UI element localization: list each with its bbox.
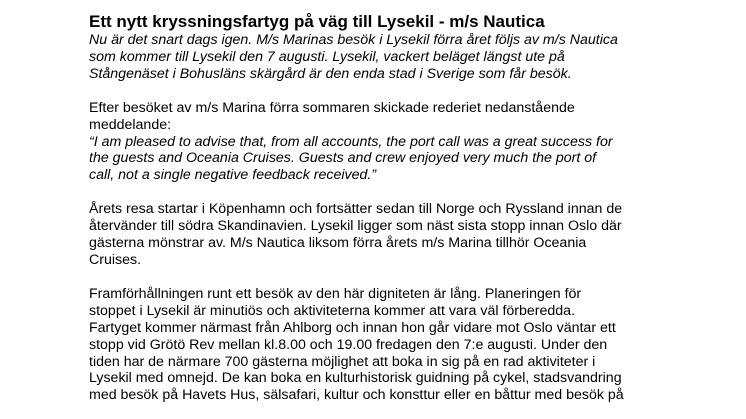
intro-paragraph (89, 100, 739, 134)
planning-line: Lysekil med omnejd. De kan boka en kulturhistorisk guidning på cykel, stadsvandring (89, 370, 622, 387)
lead-paragraph (89, 32, 739, 83)
route-line: Cruises. (89, 251, 142, 268)
lead-line: Nu är det snart dags igen. M/s Marinas besök i Lysekil förra året följs av m/s Nautica (89, 32, 618, 48)
quote-line: “I am pleased to advise that, from all accounts, the port call was a great success for (89, 133, 613, 150)
planning-line: Fartyget kommer närmast från Ahlborg och innan hon går vidare mot Oslo väntar ett (89, 319, 616, 336)
route-line: återvänder till södra Skandinavien. Lysekil ligger som näst sista stopp innan Oslo där (89, 218, 622, 235)
planning-line: stoppet i Lysekil är minutiös och aktiviteterna kommer att vara väl förberedda. (89, 302, 576, 319)
lead-line: Stångenäset i Bohusläns skärgård är den enda stad i Sverige som får besök. (89, 65, 572, 82)
route-paragraph (89, 201, 739, 269)
quote-line: the guests and Oceania Cruises. Guests and crew enjoyed very much the port of (89, 150, 597, 167)
document-title: Ett nytt kryssningsfartyg på väg till Lysekil - m/s Nautica (89, 12, 545, 31)
planning-line: stopp vid Grötö Rev mellan kl.8.00 och 19.00 fredagen den 7:e augusti. Under den (89, 336, 608, 353)
quote-paragraph (89, 134, 739, 185)
quote-line: call, not a single negative feedback received.” (89, 167, 377, 184)
intro-line: meddelande: (89, 116, 172, 133)
route-line: gästerna mönstrar av. M/s Nautica liksom förra årets m/s Marina tillhör Oceania (89, 235, 587, 252)
planning-line: med besök på Havets Hus, sälsafari, kultur och konsttur eller en båttur med besök på (89, 387, 624, 404)
planning-paragraph (89, 286, 739, 404)
planning-line: tiden har de närmare 700 gästerna möjlighet att boka in sig på en rad aktiviteter i (89, 353, 596, 370)
planning-line: Framförhållningen runt ett besök av den här digniteten är lång. Planeringen för (89, 285, 582, 302)
route-line: Årets resa startar i Köpenhamn och fortsätter sedan till Norge och Ryssland innan de (89, 201, 623, 218)
press-release (89, 12, 739, 404)
lead-line: som kommer till Lysekil den 7 augusti. Lysekil, vackert beläget längst ute på (89, 48, 565, 65)
intro-line: Efter besöket av m/s Marina förra sommaren skickade rederiet nedanstående (89, 99, 575, 116)
